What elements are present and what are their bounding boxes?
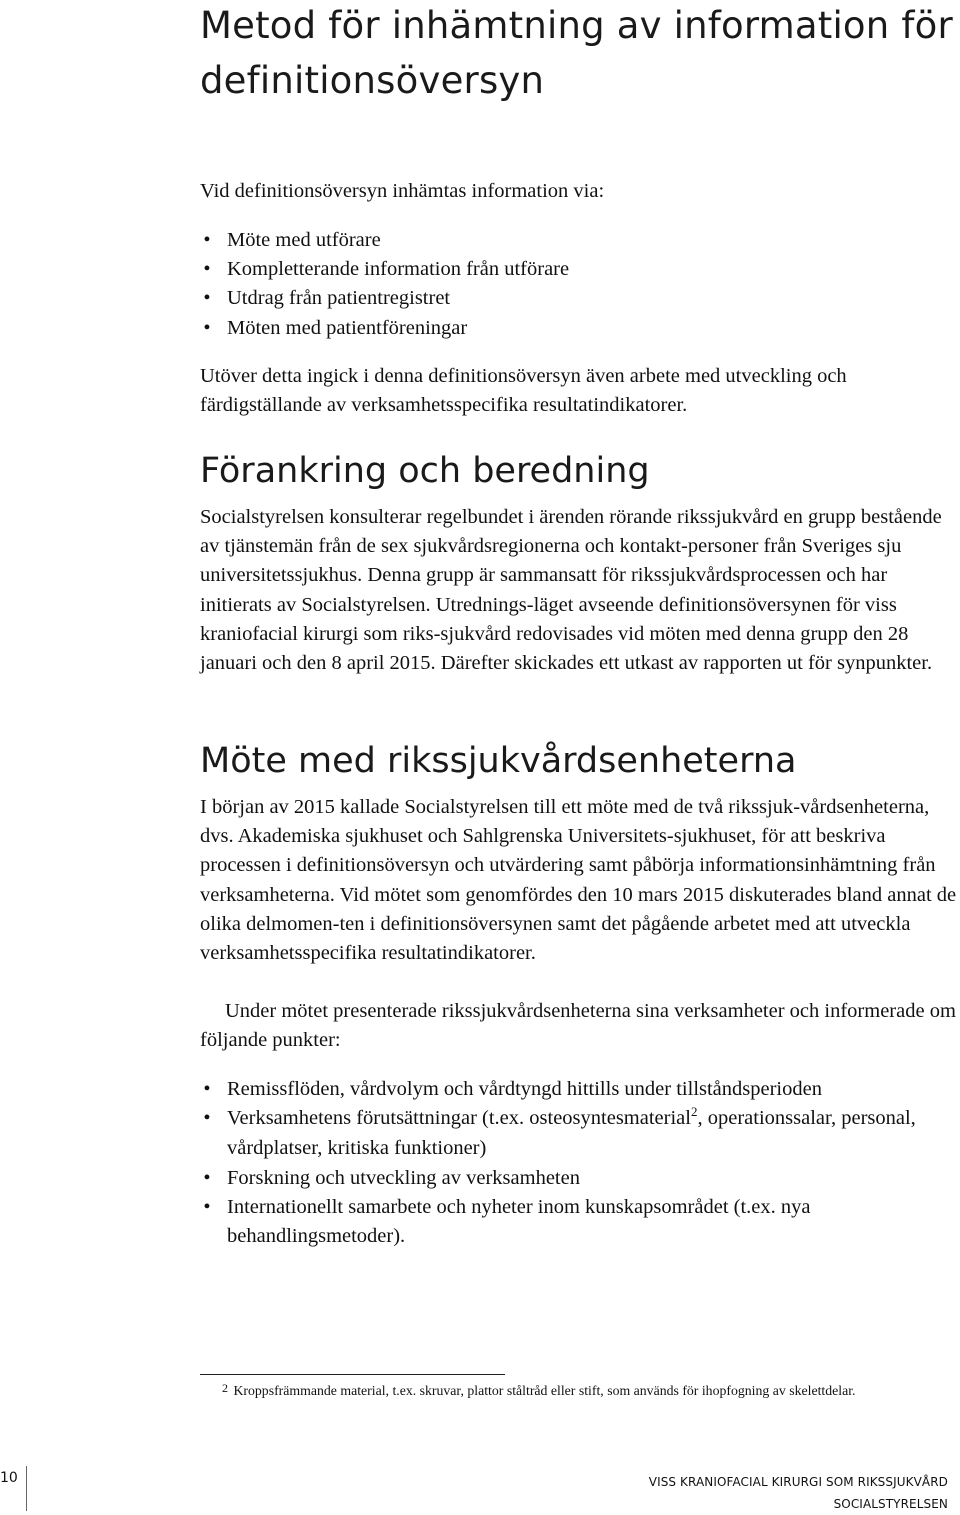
section-heading-forankring: Förankring och beredning	[200, 451, 650, 491]
running-title	[649, 1471, 948, 1515]
footnote-reference[interactable]: 2	[690, 1104, 698, 1120]
section-body-mote-1: I början av 2015 kallade Socialstyrelsen till ett möte med de två rikssjuk-vårdsenheterna, dvs. Akademiska sjukhuset och Sahlgrenska Universitets-sjukhuset, för att beskriva processen i definitionsöversyn och utvärdering samt påbörja informationsinhämtning från verksamheterna. Vid mötet som genomfördes den 10 mars 2015 diskuterades bland annat de olika delmomen-ten i definitionsöversynen samt det pågående arbetet med att utveckla verksamhetsspecifika resultatindikatorer.	[200, 796, 957, 965]
bullet-icon: •	[203, 287, 211, 310]
bullet-icon: •	[203, 1166, 211, 1189]
page-heading: Metod för inhämtning av information för definitionsöversyn	[200, 4, 953, 102]
list-item: • Verksamhetens förutsättningar (t.ex. osteosyntesmaterial$^2$, operationssalar, personal, vårdplatser, kritiska funktioner)	[200, 1104, 960, 1163]
bullet-icon: •	[203, 258, 211, 281]
footnote-marker: 2	[222, 1381, 228, 1395]
bullet-icon: •	[203, 316, 211, 339]
footnote-divider	[200, 1374, 505, 1375]
footnote-text: Kroppsfrämmande material, t.ex. skruvar, plattor ståltråd eller stift, som används för ihopfogning av skelettdelar.	[233, 1383, 856, 1398]
page-number: 10	[0, 1470, 18, 1486]
footnote	[222, 1381, 960, 1401]
mote-bullet-list	[200, 1075, 960, 1251]
list-item: • Möte med utförare	[200, 226, 960, 255]
intro-bullet-list	[200, 226, 960, 343]
running-title-line-2: SOCIALSTYRELSEN	[833, 1497, 948, 1511]
list-item: • Remissflöden, vårdvolym och vårdtyngd hittills under tillståndsperioden	[200, 1075, 960, 1104]
bullet-icon: •	[203, 1195, 211, 1218]
intro-paragraph: Utöver detta ingick i denna definitionsöversyn även arbete med utveckling och färdigställande av verksamhetsspecifika resultatindikatorer.	[200, 365, 847, 417]
intro-text: Vid definitionsöversyn inhämtas information via:	[200, 180, 605, 202]
list-item: • Möten med patientföreningar	[200, 314, 960, 343]
list-item: • Internationellt samarbete och nyheter inom kunskapsområdet (t.ex. nya behandlingsmetoder).	[200, 1193, 960, 1251]
list-item: • Utdrag från patientregistret	[200, 284, 960, 313]
list-item: • Kompletterande information från utförare	[200, 255, 960, 284]
footer-divider	[26, 1466, 27, 1511]
list-item: • Forskning och utveckling av verksamheten	[200, 1164, 960, 1193]
bullet-icon: •	[203, 1078, 211, 1100]
bullet-icon: •	[203, 229, 211, 251]
section-heading-mote: Möte med rikssjukvårdsenheterna	[200, 741, 797, 781]
running-title-line-1: VISS KRANIOFACIAL KIRURGI SOM RIKSSJUKVÅRD	[648, 1475, 948, 1489]
section-body-forankring: Socialstyrelsen konsulterar regelbundet i ärenden rörande rikssjukvård en grupp bestående av tjänstemän från de sex sjukvårdsregionerna och kontakt-personer från Sveriges sju universitetssjukhus. Denna grupp är sammansatt för rikssjukvårdsprocessen och har initierats av Socialstyrelsen. Utrednings-läget avseende definitionsöversynen för viss kraniofacial kirurgi som riks-sjukvård redovisades vid möten med denna grupp den 28 januari och den 8 april 2015. Därefter skickades ett utkast av rapporten ut för synpunkter.	[200, 506, 942, 675]
bullet-icon: •	[203, 1107, 211, 1130]
section-body-mote-2: Under mötet presenterade rikssjukvårdsenheterna sina verksamheter och informerade om följande punkter:	[200, 1000, 956, 1052]
